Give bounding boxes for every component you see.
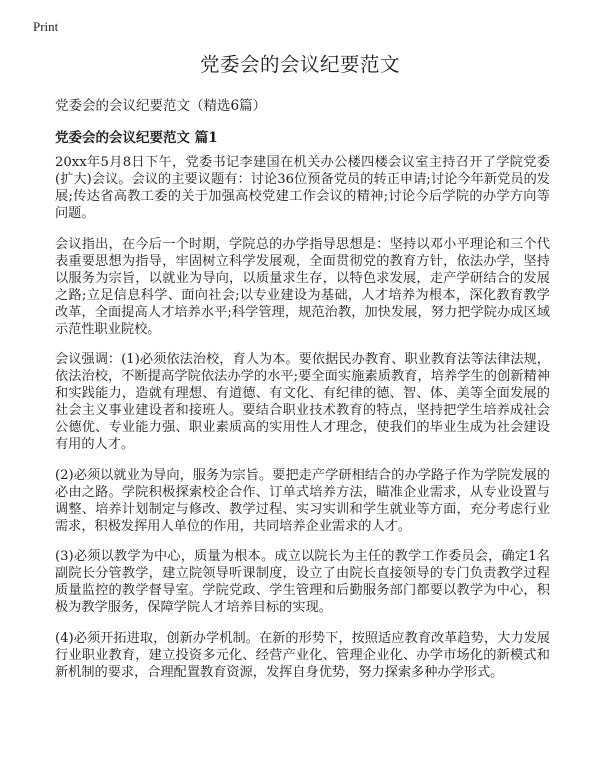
paragraph: 20xx年5月8日下午，党委书记李建国在机关办公楼四楼会议室主持召开了学院党委(扩大)会议。会议的主要议题有：讨论36位预备党员的转正申请;讨论今年新党员的发展;传达省高教工委的关于加强高校党建工作会议的精神;讨论今后学院的办学方向等问题。 — [55, 155, 550, 221]
section-heading: 党委会的会议纪要范文 篇1 — [55, 130, 218, 146]
document-subtitle: 党委会的会议纪要范文（精选6篇） — [55, 98, 267, 114]
document-title: 党委会的会议纪要范文 — [199, 53, 400, 76]
document-body — [55, 154, 550, 694]
paragraph: (3)必须以教学为中心，质量为根本。成立以院长为主任的教学工作委员会，确定1名副院长分管教学，建立院领导听课制度，设立了由院长直接领导的专门负责教学过程质量监控的教学督导室。学院党政、学生管理和后勤服务部门都要以教学为中心，积极为教学服务，保障学院人才培养目标的实现。 — [55, 549, 550, 615]
print-link[interactable]: Print — [33, 19, 59, 34]
paragraph: 会议指出，在今后一个时期，学院总的办学指导思想是：坚持以邓小平理论和三个代表重要思想为指导，牢固树立科学发展观，全面贯彻党的教育方针，依法办学，坚持以服务为宗旨，以就业为导向，以质量求生存，以特色求发展，走产学研结合的发展之路;立足信息科学、面向社会;以专业建设为基础，人才培养为根本，深化教育教学改革，全面提高人才培养水平;科学管理，规范治教，加快发展，努力把学院办成区域示范性职业院校。 — [55, 236, 550, 337]
paragraph: (4)必须开拓进取，创新办学机制。在新的形势下，按照适应教育改革趋势，大力发展行业职业教育，建立投资多元化、经营产业化、管理企业化、办学市场化的新模式和新机制的要求，合理配置教育资源，发挥自身优势，努力探索多种办学形式。 — [55, 630, 550, 680]
paragraph: (2)必须以就业为导向，服务为宗旨。要把走产学研相结合的办学路子作为学院发展的必由之路。学院积极探索校企合作、订单式培养方法，瞄准企业需求，从专业设置与调整、培养计划制定与修改、教学过程、实习实训和学生就业等方面，充分考虑行业需求，积极发挥用人单位的作用，共同培养企业需求的人才。 — [55, 467, 550, 534]
paragraph: 会议强调：(1)必须依法治校，育人为本。要依据民办教育、职业教育法等法律法规，依法治校，不断提高学院依法办学的水平;要全面实施素质教育，培养学生的创新精神和实践能力，造就有理想、有道德、有文化、有纪律的德、智、体、美等全面发展的社会主义事业建设者和接班人。要结合职业技术教育的特点，坚持把学生培养成社会公德优、专业能力强、职业素质高的实用性人才理念，使我们的毕业生成为社会建设有用的人才。 — [55, 352, 550, 452]
